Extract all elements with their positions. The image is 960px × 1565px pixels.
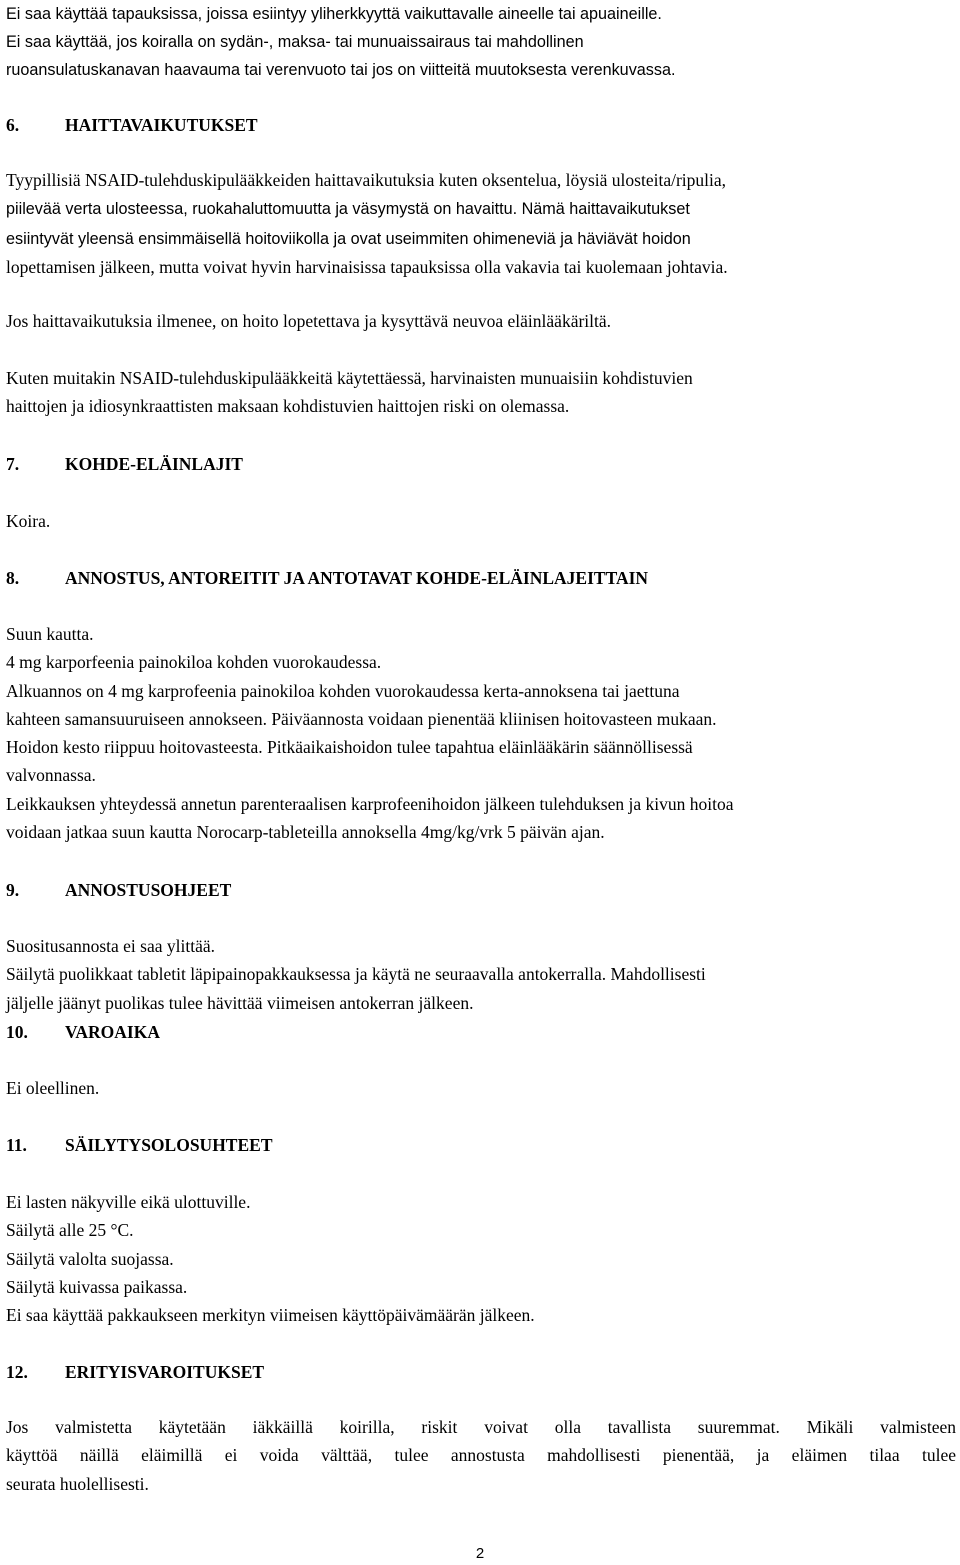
paragraph-line: seurata huolellisesti. <box>6 1473 149 1494</box>
paragraph-line: 4 mg karporfeenia painokiloa kohden vuorokaudessa. <box>6 652 382 673</box>
section-8-heading <box>6 564 648 592</box>
paragraph-line: voidaan jatkaa suun kautta Norocarp-tableteilla annoksella 4mg/kg/vrk 5 päivän ajan. <box>6 822 605 843</box>
section-number: 10. <box>6 1022 28 1042</box>
section-title: HAITTAVAIKUTUKSET <box>65 115 258 135</box>
paragraph-line: Leikkauksen yhteydessä annetun parenteraalisen karprofeenihoidon jälkeen tulehduksen ja kivun hoitoa <box>6 793 734 814</box>
paragraph-line: Koira. <box>6 511 51 531</box>
section-title: VAROAIKA <box>65 1022 160 1042</box>
paragraph-line: Säilytä valolta suojassa. <box>6 1248 174 1269</box>
section-title: ERITYISVAROITUKSET <box>65 1362 265 1382</box>
paragraph-line: Alkuannos on 4 mg karprofeenia painokiloa kohden vuorokaudessa kerta-annoksena tai jaettuna <box>6 680 680 701</box>
section-6-paragraph-1 <box>6 166 956 281</box>
paragraph-line: Kuten muitakin NSAID-tulehduskipulääkkeitä käytettäessä, harvinaisten munuaisiin kohdistuvien <box>6 368 693 388</box>
paragraph-line: Ei oleellinen. <box>6 1078 100 1098</box>
intro-line: Ei saa käyttää, jos koiralla on sydän-, maksa- tai munuaissairaus tai mahdollinen <box>6 33 584 51</box>
paragraph-line: Suun kautta. <box>6 624 94 644</box>
paragraph-line: Jos valmistetta käytetään iäkkäillä koirilla, riskit voivat olla tavallista suuremmat. Mikäli valmisteen <box>6 1417 956 1437</box>
section-number: 7. <box>6 454 20 474</box>
paragraph-line: Jos haittavaikutuksia ilmenee, on hoito lopetettava ja kysyttävä neuvoa eläinlääkäriltä. <box>6 311 612 331</box>
section-6-heading <box>6 111 258 139</box>
paragraph-line: Ei lasten näkyville eikä ulottuville. <box>6 1192 251 1212</box>
paragraph-line: valvonnassa. <box>6 765 96 786</box>
section-12-body <box>6 1413 956 1498</box>
section-number: 8. <box>6 568 20 588</box>
section-number: 9. <box>6 880 20 900</box>
section-title: SÄILYTYSOLOSUHTEET <box>65 1135 273 1155</box>
paragraph-line: Hoidon kesto riippuu hoitovasteesta. Pitkäaikaishoidon tulee tapahtua eläinlääkärin säännöllisessä <box>6 737 693 758</box>
paragraph-line: Säilytä kuivassa paikassa. <box>6 1276 188 1297</box>
paragraph-line: Säilytä puolikkaat tabletit läpipainopakkauksessa ja käytä ne seuraavalla antokerralla. Mahdollisesti <box>6 964 706 985</box>
paragraph-line: kahteen samansuuruiseen annokseen. Päiväannosta voidaan pienentää kliinisen hoitovasteen mukaan. <box>6 708 717 729</box>
section-11-body <box>6 1188 956 1329</box>
section-10-text <box>6 1074 99 1102</box>
section-7-text <box>6 507 50 535</box>
section-6-paragraph-2 <box>6 307 956 335</box>
section-number: 12. <box>6 1362 28 1382</box>
section-number: 11. <box>6 1135 27 1155</box>
section-10-heading <box>6 1018 160 1046</box>
paragraph-line: esiintyvät yleensä ensimmäisellä hoitoviikolla ja ovat useimmiten ohimeneviä ja häviävät hoidon <box>6 229 691 248</box>
section-number: 6. <box>6 115 20 135</box>
section-12-heading <box>6 1358 264 1386</box>
intro-line: Ei saa käyttää tapauksissa, joissa esiintyy yliherkkyyttä vaikuttavalle aineelle tai apuaineille. <box>6 5 662 23</box>
paragraph-line: lopettamisen jälkeen, mutta voivat hyvin harvinaisissa tapauksissa olla vakavia tai kuolemaan johtavia. <box>6 256 728 277</box>
paragraph-line: haittojen ja idiosynkraattisten maksaan kohdistuvien haittojen riski on olemassa. <box>6 396 570 417</box>
section-8-body <box>6 620 956 846</box>
page-number: 2 <box>475 1545 485 1562</box>
section-6-paragraph-3 <box>6 364 956 421</box>
intro-line: ruoansulatuskanavan haavauma tai verenvuoto tai jos on viitteitä muutoksesta verenkuvassa. <box>6 61 676 79</box>
paragraph-line: piilevää verta ulosteessa, ruokahaluttomuutta ja väsymystä on havaittu. Nämä haittavaikutukset <box>6 200 690 219</box>
section-9-heading <box>6 876 231 904</box>
section-title: ANNOSTUSOHJEET <box>65 880 232 900</box>
paragraph-line: käyttöä näillä eläimillä ei voida välttää, tulee annostusta mahdollisesti pienentää, ja eläimen tilaa tulee <box>6 1445 956 1466</box>
paragraph-line: Säilytä alle 25 °C. <box>6 1220 134 1241</box>
section-9-body <box>6 932 956 1017</box>
section-title: KOHDE-ELÄINLAJIT <box>65 454 243 474</box>
paragraph-line: Suositusannosta ei saa ylittää. <box>6 936 215 956</box>
section-7-heading <box>6 450 243 478</box>
section-11-heading <box>6 1131 273 1159</box>
paragraph-line: jäljelle jäänyt puolikas tulee hävittää viimeisen antokerran jälkeen. <box>6 992 474 1013</box>
paragraph-line: Ei saa käyttää pakkaukseen merkityn viimeisen käyttöpäivämäärän jälkeen. <box>6 1305 535 1326</box>
section-title: ANNOSTUS, ANTOREITIT JA ANTOTAVAT KOHDE-ELÄINLAJEITTAIN <box>65 568 649 588</box>
intro-block <box>6 0 956 84</box>
paragraph-line: Tyypillisiä NSAID-tulehduskipulääkkeiden haittavaikutuksia kuten oksentelua, löysiä ulosteita/ripulia, <box>6 170 727 190</box>
